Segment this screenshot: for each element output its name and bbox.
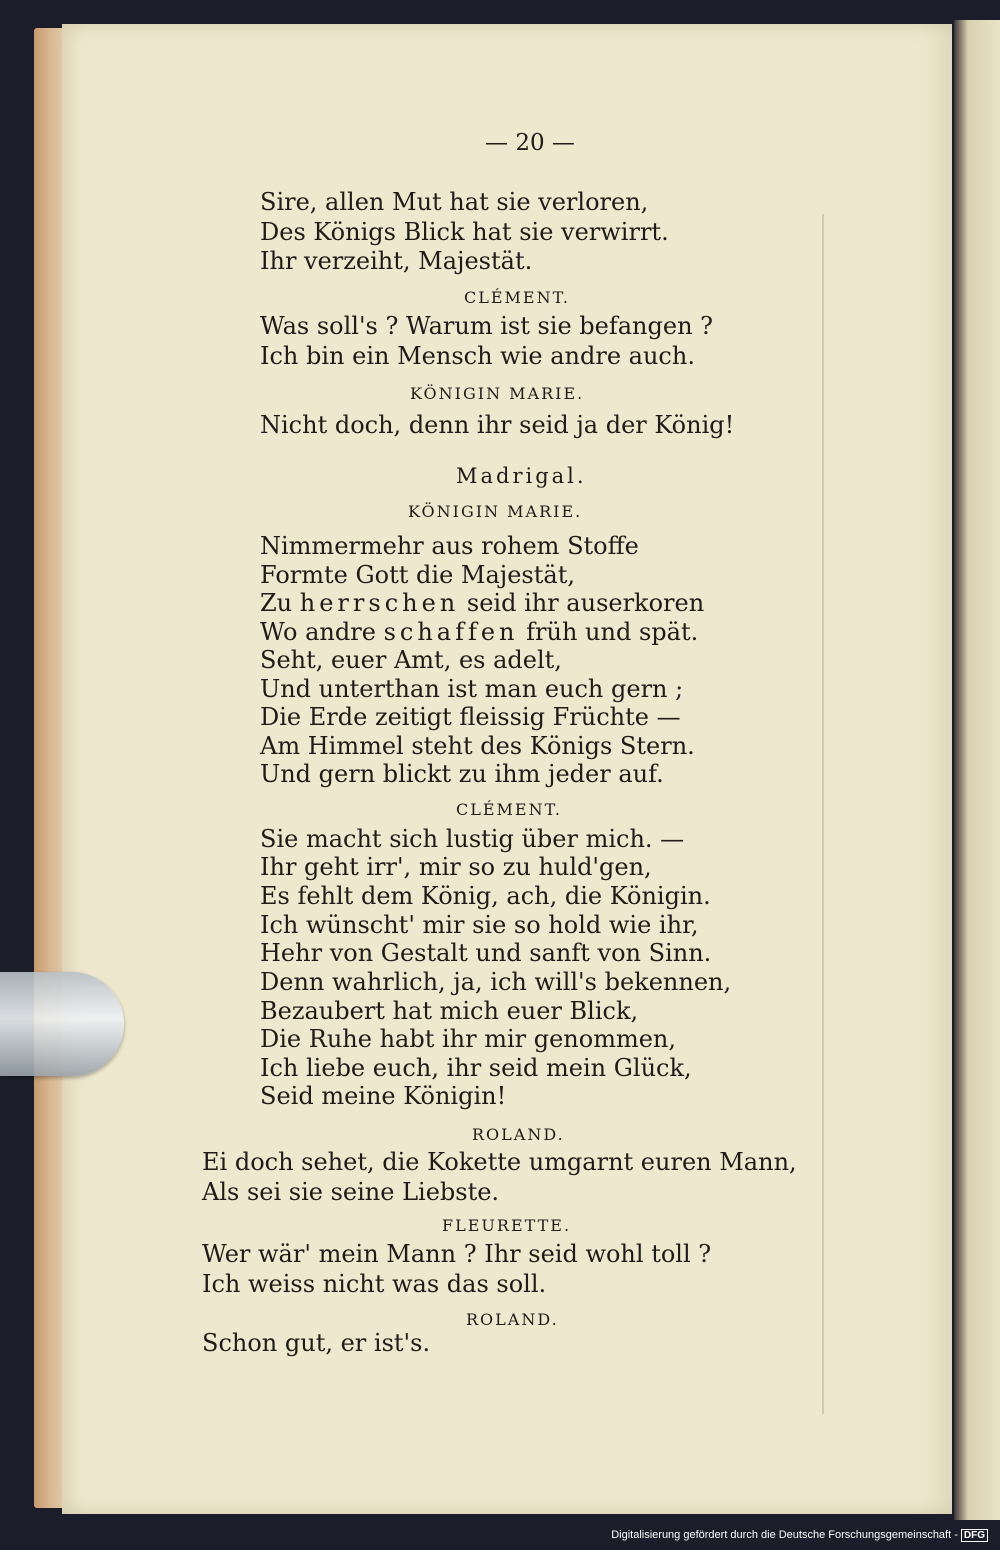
speaker-name: ROLAND. [466,1310,559,1329]
page-clip [0,972,124,1076]
text-line: Hehr von Gestalt und sanft von Sinn. [260,939,712,967]
digitization-credit [608,1529,988,1542]
speaker-name: CLÉMENT. [464,288,571,307]
speaker-name: KÖNIGIN MARIE. [408,502,583,521]
text-line: Und unterthan ist man euch gern ; [260,675,684,703]
text-line: Nicht doch, denn ihr seid ja der König! [260,411,735,439]
text-segment: Wo andre [260,618,384,646]
speaker-name: FLEURETTE. [442,1216,572,1235]
text-line: Denn wahrlich, ja, ich will's bekennen, [260,968,732,996]
dfg-logo: DFG [961,1529,988,1542]
speaker-name: ROLAND. [472,1125,565,1144]
emphasized-word: schaffen [383,618,519,646]
speaker-name: KÖNIGIN MARIE. [410,384,585,403]
text-line: Nimmermehr aus rohem Stoffe [260,532,639,560]
book-spine-shadow [954,20,1000,1520]
text-line: Ihr verzeiht, Majestät. [260,247,533,275]
text-line: Die Ruhe habt ihr mir genommen, [260,1025,677,1053]
text-line: Seid meine Königin! [260,1082,507,1110]
text-line: Und gern blickt zu ihm jeder auf. [260,760,664,788]
text-line: Was soll's ? Warum ist sie befangen ? [260,312,714,340]
text-line: Am Himmel steht des Königs Stern. [260,732,695,760]
text-segment: Zu [260,589,300,617]
text-line: Ich weiss nicht was das soll. [202,1270,547,1298]
page-number: — 20 — [485,130,575,156]
text-line: Schon gut, er ist's. [202,1329,431,1357]
text-segment: früh und spät. [518,618,699,646]
text-line: Sie macht sich lustig über mich. — [260,825,685,853]
section-title: Madrigal. [456,464,587,488]
text-line: Als sei sie seine Liebste. [202,1178,500,1206]
text-line: Die Erde zeitigt fleissig Früchte — [260,703,681,731]
text-line: Wer wär' mein Mann ? Ihr seid wohl toll ? [202,1240,712,1268]
emphasized-word: herrschen [299,589,460,617]
text-line: Es fehlt dem König, ach, die Königin. [260,882,711,910]
text-line: Sire, allen Mut hat sie verloren, [260,188,649,216]
text-segment: seid ihr auserkoren [459,589,705,617]
speaker-name: CLÉMENT. [456,800,563,819]
text-line: Ei doch sehet, die Kokette umgarnt euren Mann, [202,1148,797,1176]
credit-text: Digitalisierung gefördert durch die Deutsche Forschungsgemeinschaft - [611,1529,958,1541]
text-line [260,591,704,616]
text-line: Des Königs Blick hat sie verwirrt. [260,218,669,246]
text-line: Formte Gott die Majestät, [260,561,575,589]
show-through-text [822,214,914,1414]
text-line: Ich bin ein Mensch wie andre auch. [260,342,695,370]
text-line: Ihr geht irr', mir so zu huld'gen, [260,853,652,881]
text-line: Ich liebe euch, ihr seid mein Glück, [260,1054,692,1082]
text-line: Seht, euer Amt, es adelt, [260,646,562,674]
text-line: Ich wünscht' mir sie so hold wie ihr, [260,911,699,939]
text-line: Bezaubert hat mich euer Blick, [260,997,639,1025]
text-line [260,620,698,645]
